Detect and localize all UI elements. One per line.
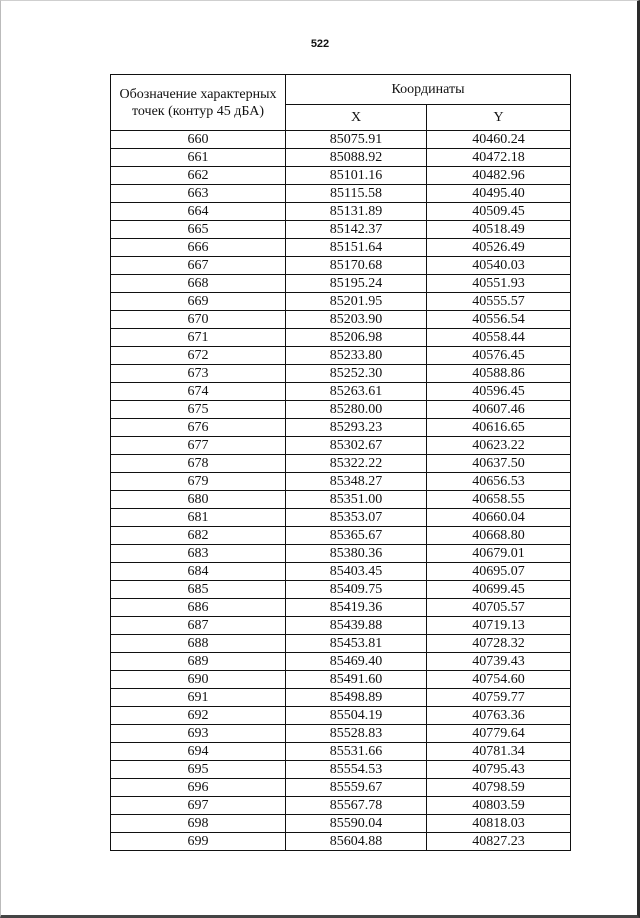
cell-y: 40668.80 [427,527,571,545]
table-row [111,185,571,203]
cell-point: 699 [111,833,286,851]
cell-y: 40472.18 [427,149,571,167]
cell-x: 85351.00 [286,491,427,509]
table-row [111,149,571,167]
cell-y: 40526.49 [427,239,571,257]
cell-y: 40482.96 [427,167,571,185]
cell-x: 85604.88 [286,833,427,851]
cell-y: 40705.57 [427,599,571,617]
table-row [111,437,571,455]
cell-x: 85263.61 [286,383,427,401]
cell-point: 668 [111,275,286,293]
cell-point: 696 [111,779,286,797]
cell-x: 85409.75 [286,581,427,599]
cell-x: 85498.89 [286,689,427,707]
table-row [111,401,571,419]
cell-point: 667 [111,257,286,275]
cell-y: 40728.32 [427,635,571,653]
page-number: 522 [310,38,330,50]
cell-point: 679 [111,473,286,491]
table-row [111,383,571,401]
header-y: Y [427,104,571,130]
cell-x: 85322.22 [286,455,427,473]
header-point-designation: Обозначение характерных точек (контур 45 дБА) [111,75,286,131]
cell-y: 40699.45 [427,581,571,599]
cell-point: 698 [111,815,286,833]
cell-point: 670 [111,311,286,329]
cell-x: 85101.16 [286,167,427,185]
cell-x: 85528.83 [286,725,427,743]
cell-point: 666 [111,239,286,257]
cell-x: 85195.24 [286,275,427,293]
table-row [111,275,571,293]
cell-point: 678 [111,455,286,473]
table-row [111,779,571,797]
table-row [111,563,571,581]
table-row [111,221,571,239]
cell-point: 681 [111,509,286,527]
table-row [111,743,571,761]
cell-point: 665 [111,221,286,239]
cell-x: 85201.95 [286,293,427,311]
cell-y: 40540.03 [427,257,571,275]
table-row [111,203,571,221]
cell-x: 85590.04 [286,815,427,833]
cell-y: 40695.07 [427,563,571,581]
table-row [111,797,571,815]
cell-x: 85280.00 [286,401,427,419]
table-row [111,617,571,635]
cell-x: 85567.78 [286,797,427,815]
cell-point: 689 [111,653,286,671]
cell-x: 85170.68 [286,257,427,275]
cell-y: 40518.49 [427,221,571,239]
table-header-row [111,75,571,105]
cell-point: 680 [111,491,286,509]
cell-y: 40798.59 [427,779,571,797]
table-row [111,347,571,365]
cell-y: 40803.59 [427,797,571,815]
cell-y: 40556.54 [427,311,571,329]
cell-x: 85203.90 [286,311,427,329]
cell-point: 686 [111,599,286,617]
cell-x: 85469.40 [286,653,427,671]
cell-y: 40588.86 [427,365,571,383]
table-row [111,419,571,437]
cell-y: 40637.50 [427,455,571,473]
cell-point: 662 [111,167,286,185]
table-row [111,671,571,689]
cell-y: 40754.60 [427,671,571,689]
cell-y: 40781.34 [427,743,571,761]
table-row [111,653,571,671]
cell-y: 40818.03 [427,815,571,833]
cell-y: 40596.45 [427,383,571,401]
cell-point: 685 [111,581,286,599]
cell-point: 672 [111,347,286,365]
cell-point: 684 [111,563,286,581]
cell-y: 40739.43 [427,653,571,671]
cell-point: 660 [111,131,286,149]
cell-y: 40795.43 [427,761,571,779]
cell-y: 40656.53 [427,473,571,491]
cell-point: 673 [111,365,286,383]
table-row [111,599,571,617]
cell-y: 40660.04 [427,509,571,527]
cell-point: 674 [111,383,286,401]
table-row [111,311,571,329]
table-body [111,131,571,851]
table-row [111,761,571,779]
cell-x: 85353.07 [286,509,427,527]
cell-point: 671 [111,329,286,347]
cell-x: 85142.37 [286,221,427,239]
cell-x: 85151.64 [286,239,427,257]
cell-y: 40558.44 [427,329,571,347]
cell-y: 40509.45 [427,203,571,221]
cell-x: 85252.30 [286,365,427,383]
cell-point: 691 [111,689,286,707]
cell-x: 85439.88 [286,617,427,635]
cell-y: 40616.65 [427,419,571,437]
header-coordinates: Координаты [286,75,571,105]
table-row [111,455,571,473]
table-row [111,491,571,509]
cell-x: 85115.58 [286,185,427,203]
table-row [111,257,571,275]
cell-x: 85302.67 [286,437,427,455]
cell-y: 40607.46 [427,401,571,419]
cell-x: 85559.67 [286,779,427,797]
table-row [111,131,571,149]
table-row [111,527,571,545]
table-row [111,473,571,491]
cell-point: 690 [111,671,286,689]
cell-x: 85531.66 [286,743,427,761]
cell-y: 40759.77 [427,689,571,707]
cell-x: 85380.36 [286,545,427,563]
table-row [111,725,571,743]
cell-point: 693 [111,725,286,743]
table-row [111,329,571,347]
table-row [111,815,571,833]
cell-point: 692 [111,707,286,725]
cell-y: 40679.01 [427,545,571,563]
cell-point: 694 [111,743,286,761]
cell-x: 85453.81 [286,635,427,653]
cell-x: 85554.53 [286,761,427,779]
cell-x: 85365.67 [286,527,427,545]
cell-point: 664 [111,203,286,221]
cell-y: 40576.45 [427,347,571,365]
cell-point: 676 [111,419,286,437]
cell-point: 661 [111,149,286,167]
cell-y: 40719.13 [427,617,571,635]
table-row [111,689,571,707]
table-row [111,239,571,257]
cell-point: 697 [111,797,286,815]
cell-point: 669 [111,293,286,311]
cell-x: 85088.92 [286,149,427,167]
cell-x: 85491.60 [286,671,427,689]
cell-y: 40763.36 [427,707,571,725]
cell-y: 40495.40 [427,185,571,203]
cell-x: 85131.89 [286,203,427,221]
cell-point: 663 [111,185,286,203]
cell-x: 85075.91 [286,131,427,149]
table-row [111,293,571,311]
table-row [111,581,571,599]
cell-y: 40779.64 [427,725,571,743]
table-row [111,509,571,527]
coordinates-table [110,74,571,851]
cell-y: 40555.57 [427,293,571,311]
cell-point: 682 [111,527,286,545]
table-row [111,545,571,563]
table-row [111,635,571,653]
cell-y: 40623.22 [427,437,571,455]
header-x: X [286,104,427,130]
cell-point: 675 [111,401,286,419]
cell-x: 85419.36 [286,599,427,617]
cell-x: 85348.27 [286,473,427,491]
cell-point: 683 [111,545,286,563]
cell-point: 688 [111,635,286,653]
cell-x: 85504.19 [286,707,427,725]
cell-x: 85206.98 [286,329,427,347]
cell-point: 677 [111,437,286,455]
table-row [111,707,571,725]
table-row [111,833,571,851]
table-row [111,167,571,185]
cell-y: 40460.24 [427,131,571,149]
cell-point: 695 [111,761,286,779]
cell-x: 85403.45 [286,563,427,581]
cell-point: 687 [111,617,286,635]
cell-x: 85233.80 [286,347,427,365]
cell-x: 85293.23 [286,419,427,437]
cell-y: 40658.55 [427,491,571,509]
cell-y: 40551.93 [427,275,571,293]
cell-y: 40827.23 [427,833,571,851]
table-row [111,365,571,383]
